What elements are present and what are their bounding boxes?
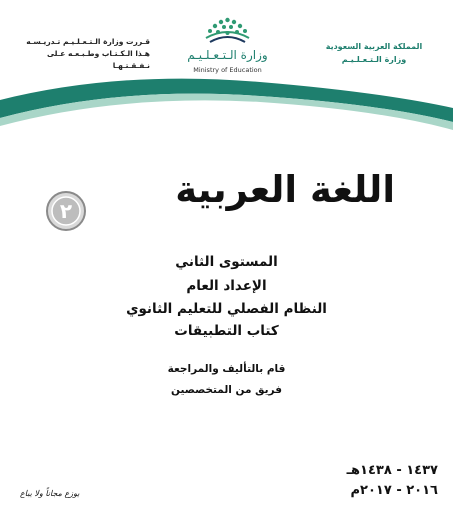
volume-badge-icon [45, 190, 87, 232]
credits-line-2: فريق من المتخصصين [171, 384, 282, 396]
book-type-label: كتاب التطبيقات [174, 323, 279, 339]
level-label: المستوى الثاني [175, 254, 278, 270]
kingdom-name: المملكة العربية السعودية [325, 42, 423, 51]
credits-line-1: قام بالتأليف والمراجعة [167, 363, 286, 375]
logo-name-arabic: وزارة الـتـعـلـيـم [187, 48, 268, 62]
year-gregorian: ٢٠١٦ - ٢٠١٧م [350, 483, 438, 498]
ministry-name: وزارة الـتـعـلـيـم [341, 55, 407, 64]
system-label: النظام الفصلي للتعليم الثانوي [126, 301, 327, 317]
track-label: الإعداد العام [186, 278, 267, 294]
notice-line-2: هـذا الـكـتـاب وطـبـعـه عـلى نـفـقـتـهـا [47, 49, 150, 70]
decorative-swoosh [0, 60, 453, 130]
volume-number: ٢ [59, 199, 73, 223]
year-hijri: ١٤٣٧ - ١٤٣٨هـ [346, 463, 438, 478]
logo-name-english: Ministry of Education [193, 66, 262, 74]
distribution-note: يوزع مجاناً ولا يباع [20, 489, 80, 498]
ministry-emblem-icon [180, 14, 275, 50]
notice-line-1: قـررت وزارة الـتـعـلـيـم تـدريـسـه [26, 37, 150, 46]
book-title: اللغة العربية [175, 168, 395, 211]
